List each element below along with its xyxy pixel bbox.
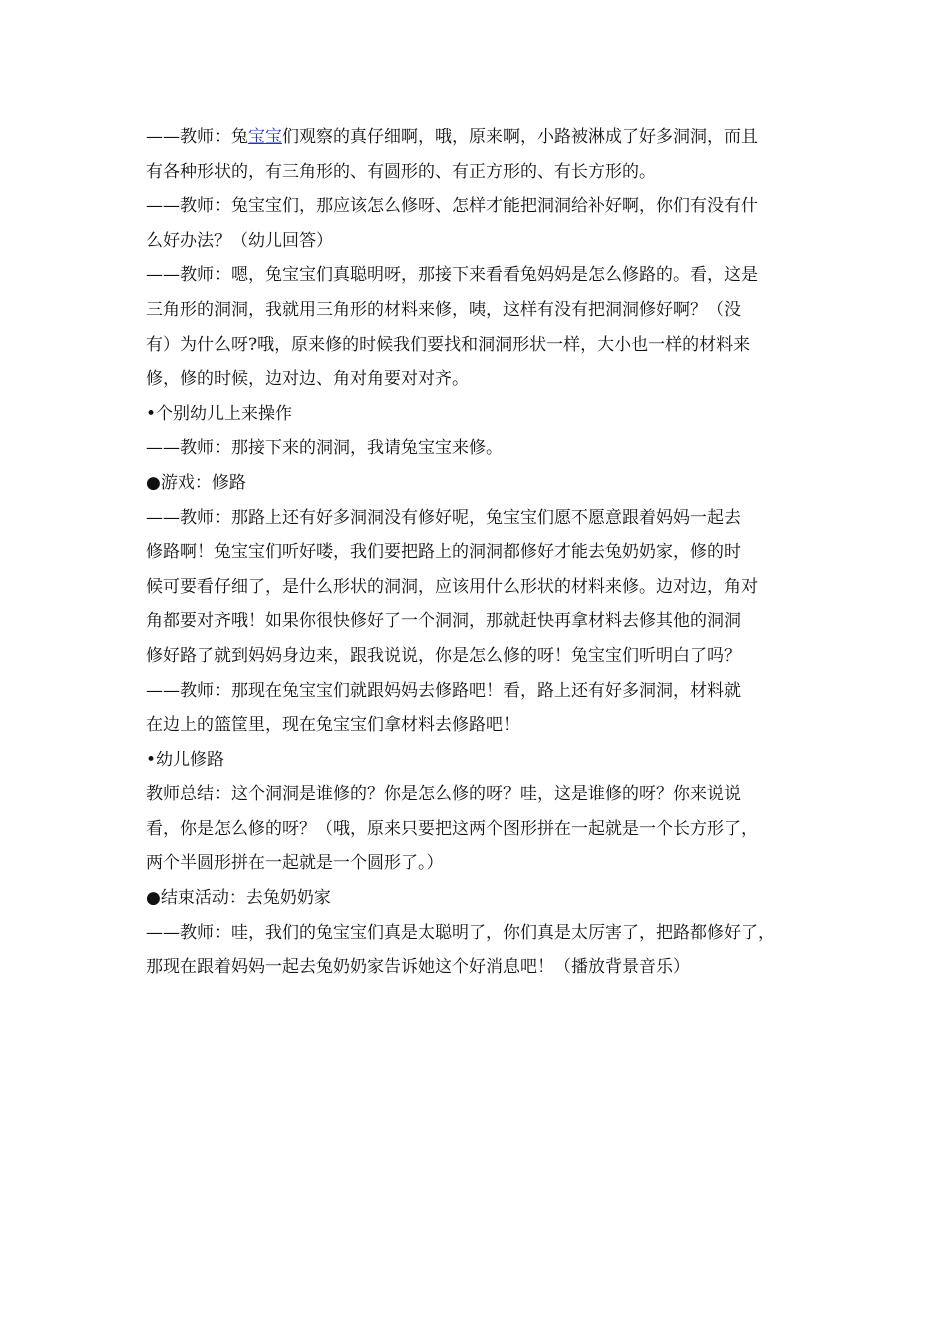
paragraph-line: 在边上的篮筐里，现在兔宝宝们拿材料去修路吧！ <box>146 715 520 736</box>
paragraph-line: 修，修的时候，边对边、角对角要对对齐。 <box>146 369 469 390</box>
text-span: 们观察的真仔细啊，哦，原来啊，小路被淋成了好多洞洞，而且 <box>282 127 758 147</box>
paragraph-line: ——教师：那现在兔宝宝们就跟妈妈去修路吧！看，路上还有好多洞洞，材料就 <box>146 680 741 701</box>
paragraph-line: 候可要看仔细了，是什么形状的洞洞，应该用什么形状的材料来修。边对边，角对 <box>146 576 758 597</box>
paragraph-line: 有各种形状的，有三角形的、有圆形的、有正方形的、有长方形的。 <box>146 161 656 182</box>
hyperlink-baobao[interactable]: 宝宝 <box>248 127 282 147</box>
paragraph-line: ——教师：嗯，兔宝宝们真聪明呀，那接下来看看兔妈妈是怎么修路的。看，这是 <box>146 265 758 286</box>
paragraph-line: ——教师：哇，我们的兔宝宝们真是太聪明了，你们真是太厉害了，把路都修好了， <box>146 922 775 943</box>
paragraph-line: 看，你是怎么修的呀？（哦，原来只要把这两个图形拼在一起就是一个长方形了， <box>146 818 758 839</box>
section-heading: ●结束活动：去兔奶奶家 <box>146 888 331 909</box>
paragraph-line: ——教师：那接下来的洞洞，我请兔宝宝来修。 <box>146 438 503 459</box>
paragraph-line: 修好路了就到妈妈身边来，跟我说说，你是怎么修的呀！兔宝宝们听明白了吗？ <box>146 645 741 666</box>
paragraph-line <box>146 120 821 155</box>
document-body <box>146 120 821 985</box>
paragraph-line: 教师总结：这个洞洞是谁修的？你是怎么修的呀？哇，这是谁修的呀？你来说说 <box>146 784 741 805</box>
paragraph-line: 两个半圆形拼在一起就是一个圆形了。） <box>146 853 444 874</box>
paragraph-line: ——教师：那路上还有好多洞洞没有修好呢，兔宝宝们愿不愿意跟着妈妈一起去 <box>146 507 741 528</box>
paragraph-line: 那现在跟着妈妈一起去兔奶奶家告诉她这个好消息吧！（播放背景音乐） <box>146 957 690 978</box>
text-span: ——教师：兔 <box>146 127 248 147</box>
paragraph-line: 三角形的洞洞，我就用三角形的材料来修，咦，这样有没有把洞洞修好啊？（没 <box>146 299 741 320</box>
bullet-item: •幼儿修路 <box>146 749 225 770</box>
section-heading: ●游戏：修路 <box>146 472 246 493</box>
paragraph-line: 么好办法？（幼儿回答） <box>146 230 333 251</box>
paragraph-line: 有）为什么呀?哦，原来修的时候我们要找和洞洞形状一样，大小也一样的材料来 <box>146 334 751 355</box>
paragraph-line: ——教师：兔宝宝们，那应该怎么修呀、怎样才能把洞洞给补好啊，你们有没有什 <box>146 196 758 217</box>
paragraph-line: 修路啊！兔宝宝们听好喽，我们要把路上的洞洞都修好才能去兔奶奶家，修的时 <box>146 542 741 563</box>
bullet-item: •个别幼儿上来操作 <box>146 403 293 424</box>
paragraph-line: 角都要对齐哦！如果你很快修好了一个洞洞，那就赶快再拿材料去修其他的洞洞 <box>146 611 741 632</box>
